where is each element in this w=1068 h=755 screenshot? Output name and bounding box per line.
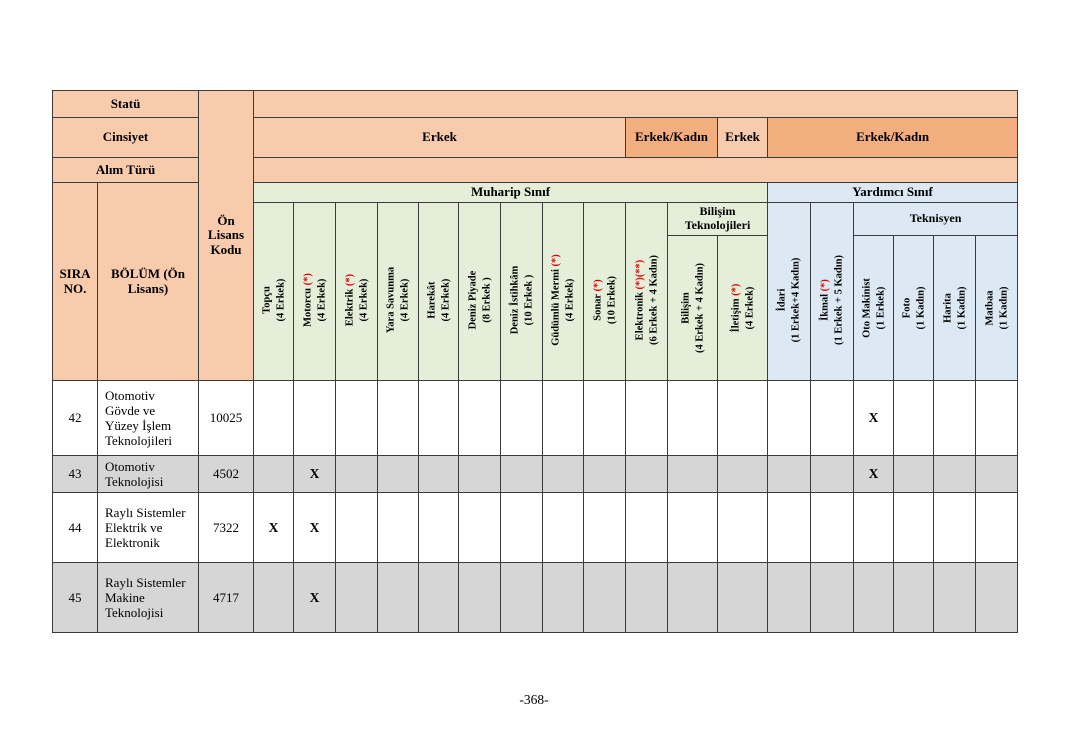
cell-foto: [894, 456, 934, 493]
cell-elektronik: [626, 563, 668, 633]
selection-mark: X: [309, 466, 320, 481]
column-header-idari: İdari (1 Erkek+4 Kadın): [768, 203, 811, 381]
cell-ikmal: [811, 493, 854, 563]
cell-oto-makinist: [854, 493, 894, 563]
section-header-yardimci: Yardımcı Sınıf: [768, 183, 1018, 203]
column-header-yara-savunma: Yara Savunma (4 Erkek): [378, 203, 419, 381]
cell-harekat: [419, 381, 459, 456]
asterisk-note: (*): [591, 279, 603, 292]
cell-sonar: [584, 563, 626, 633]
cell-foto: [894, 381, 934, 456]
cell-ikmal: [811, 381, 854, 456]
cell-harekat: [419, 456, 459, 493]
cell-deniz-piyade: [459, 381, 501, 456]
table-row-44: [53, 493, 1018, 563]
cell-gudumlu-mermi: [543, 563, 584, 633]
row-sira-no: 42: [53, 381, 98, 456]
column-header-deniz-piyade: Deniz Piyade (8 Erkek ): [459, 203, 501, 381]
subgroup-header-teknisyen: Teknisyen: [854, 203, 1018, 236]
recruitment-quota-table: [52, 90, 1018, 633]
cell-bilisim: [668, 456, 718, 493]
column-header-ikmal: İkmal (*) (1 Erkek + 5 Kadın): [811, 203, 854, 381]
row-kodu: 7322: [199, 493, 254, 563]
cell-foto: [894, 563, 934, 633]
asterisk-note: (*): [729, 283, 741, 296]
cell-deniz-istihkam: [501, 563, 543, 633]
cell-harita: [934, 456, 976, 493]
row-bolum: Otomotiv Teknolojisi: [98, 456, 199, 493]
selection-mark: X: [309, 519, 320, 535]
page-number: -368-: [519, 692, 549, 707]
cell-deniz-istihkam: [501, 456, 543, 493]
row-sira-no: 43: [53, 456, 98, 493]
statu-header: Statü: [53, 91, 199, 118]
cell-gudumlu-mermi: [543, 456, 584, 493]
row-bolum: Raylı Sistemler Elektrik ve Elektronik: [98, 493, 199, 563]
cell-yara-savunma: [378, 381, 419, 456]
cinsiyet-header: Cinsiyet: [53, 118, 199, 158]
cell-iletisim: [718, 456, 768, 493]
cell-oto-makinist: [854, 456, 894, 493]
asterisk-note: (*)(**): [633, 260, 645, 290]
section-header-muharip: Muharip Sınıf: [254, 183, 768, 203]
asterisk-note: (*): [819, 279, 831, 292]
column-header-harekat: Harekât (4 Erkek): [419, 203, 459, 381]
cell-yara-savunma: [378, 456, 419, 493]
cell-harita: [934, 381, 976, 456]
column-header-elektrik: Elektrik (*) (4 Erkek): [336, 203, 378, 381]
cell-matbaa: [976, 493, 1018, 563]
selection-mark: X: [868, 410, 879, 425]
cell-motorcu: [294, 456, 336, 493]
cell-deniz-istihkam: [501, 493, 543, 563]
cell-matbaa: [976, 381, 1018, 456]
cell-elektronik: [626, 493, 668, 563]
cell-elektrik: [336, 493, 378, 563]
column-header-motorcu: Motorcu (*) (4 Erkek): [294, 203, 336, 381]
column-header-harita: Harita (1 Kadın): [934, 236, 976, 381]
cell-oto-makinist: [854, 563, 894, 633]
selection-mark: X: [868, 466, 879, 481]
cell-yara-savunma: [378, 493, 419, 563]
cell-harita: [934, 563, 976, 633]
cell-bilisim: [668, 381, 718, 456]
column-header-deniz-istihkam: Deniz İstihkâm (10 Erkek ): [501, 203, 543, 381]
cell-oto-makinist: [854, 381, 894, 456]
alim-turu-row-filler: [254, 158, 1018, 183]
cell-iletisim: [718, 493, 768, 563]
row-sira-no: 44: [53, 493, 98, 563]
cell-iletisim: [718, 381, 768, 456]
column-header-matbaa: Matbaa (1 Kadın): [976, 236, 1018, 381]
cell-motorcu: [294, 493, 336, 563]
cell-elektrik: [336, 381, 378, 456]
cell-idari: [768, 493, 811, 563]
cell-ikmal: [811, 563, 854, 633]
cinsiyet-value: Erkek: [254, 118, 626, 158]
cell-elektrik: [336, 456, 378, 493]
on-lisans-kodu-header: Ön Lisans Kodu: [199, 91, 254, 381]
cell-topcu: [254, 563, 294, 633]
table-row-43: [53, 456, 1018, 493]
cell-sonar: [584, 493, 626, 563]
statu-row-filler: [254, 91, 1018, 118]
alim-turu-header: Alım Türü: [53, 158, 199, 183]
cell-bilisim: [668, 563, 718, 633]
row-kodu: 4717: [199, 563, 254, 633]
cell-idari: [768, 381, 811, 456]
row-bolum: Otomotiv Gövde ve Yüzey İşlem Teknolojileri: [98, 381, 199, 456]
cell-elektronik: [626, 456, 668, 493]
cell-elektrik: [336, 563, 378, 633]
asterisk-note: (*): [550, 254, 562, 267]
cell-foto: [894, 493, 934, 563]
row-kodu: 4502: [199, 456, 254, 493]
asterisk-note: (*): [343, 274, 355, 287]
asterisk-note: (*): [301, 273, 313, 286]
column-header-oto-makinist: Oto Makinist (1 Erkek): [854, 236, 894, 381]
cell-deniz-piyade: [459, 493, 501, 563]
column-header-topcu: Topçu (4 Erkek): [254, 203, 294, 381]
cell-matbaa: [976, 456, 1018, 493]
cell-idari: [768, 563, 811, 633]
cell-gudumlu-mermi: [543, 381, 584, 456]
cell-iletisim: [718, 563, 768, 633]
bolum-header: BÖLÜM (Ön Lisans): [98, 183, 199, 381]
cell-topcu: [254, 381, 294, 456]
column-header-iletisim: İletişim (*) (4 Erkek): [718, 236, 768, 381]
cell-gudumlu-mermi: [543, 493, 584, 563]
cell-deniz-istihkam: [501, 381, 543, 456]
selection-mark: X: [309, 589, 320, 605]
cinsiyet-value: Erkek/Kadın: [626, 118, 718, 158]
row-kodu: 10025: [199, 381, 254, 456]
column-header-foto: Foto (1 Kadın): [894, 236, 934, 381]
row-bolum: Raylı Sistemler Makine Teknolojisi: [98, 563, 199, 633]
cell-deniz-piyade: [459, 456, 501, 493]
cell-sonar: [584, 456, 626, 493]
row-sira-no: 45: [53, 563, 98, 633]
column-header-bilisim: Bilişim (4 Erkek + 4 Kadın): [668, 236, 718, 381]
cell-motorcu: [294, 563, 336, 633]
cell-ikmal: [811, 456, 854, 493]
sira-no-header: SIRA NO.: [53, 183, 98, 381]
cell-motorcu: [294, 381, 336, 456]
table-row-45: [53, 563, 1018, 633]
cell-elektronik: [626, 381, 668, 456]
cell-yara-savunma: [378, 563, 419, 633]
cinsiyet-value: Erkek: [718, 118, 768, 158]
column-header-elektronik: Elektronik (*)(**) (6 Erkek + 4 Kadın): [626, 203, 668, 381]
cell-matbaa: [976, 563, 1018, 633]
cell-harekat: [419, 563, 459, 633]
cinsiyet-value: Erkek/Kadın: [768, 118, 1018, 158]
cell-bilisim: [668, 493, 718, 563]
selection-mark: X: [268, 519, 279, 535]
cell-idari: [768, 456, 811, 493]
cell-topcu: [254, 493, 294, 563]
cell-deniz-piyade: [459, 563, 501, 633]
cell-sonar: [584, 381, 626, 456]
subgroup-header-bilisim-teknolojileri: Bilişim Teknolojileri: [668, 203, 768, 236]
cell-harekat: [419, 493, 459, 563]
cell-harita: [934, 493, 976, 563]
table-row-42: [53, 381, 1018, 456]
column-header-gudumlu-mermi: Güdümlü Mermi (*) (4 Erkek): [543, 203, 584, 381]
cell-topcu: [254, 456, 294, 493]
column-header-sonar: Sonar (*) (10 Erkek): [584, 203, 626, 381]
